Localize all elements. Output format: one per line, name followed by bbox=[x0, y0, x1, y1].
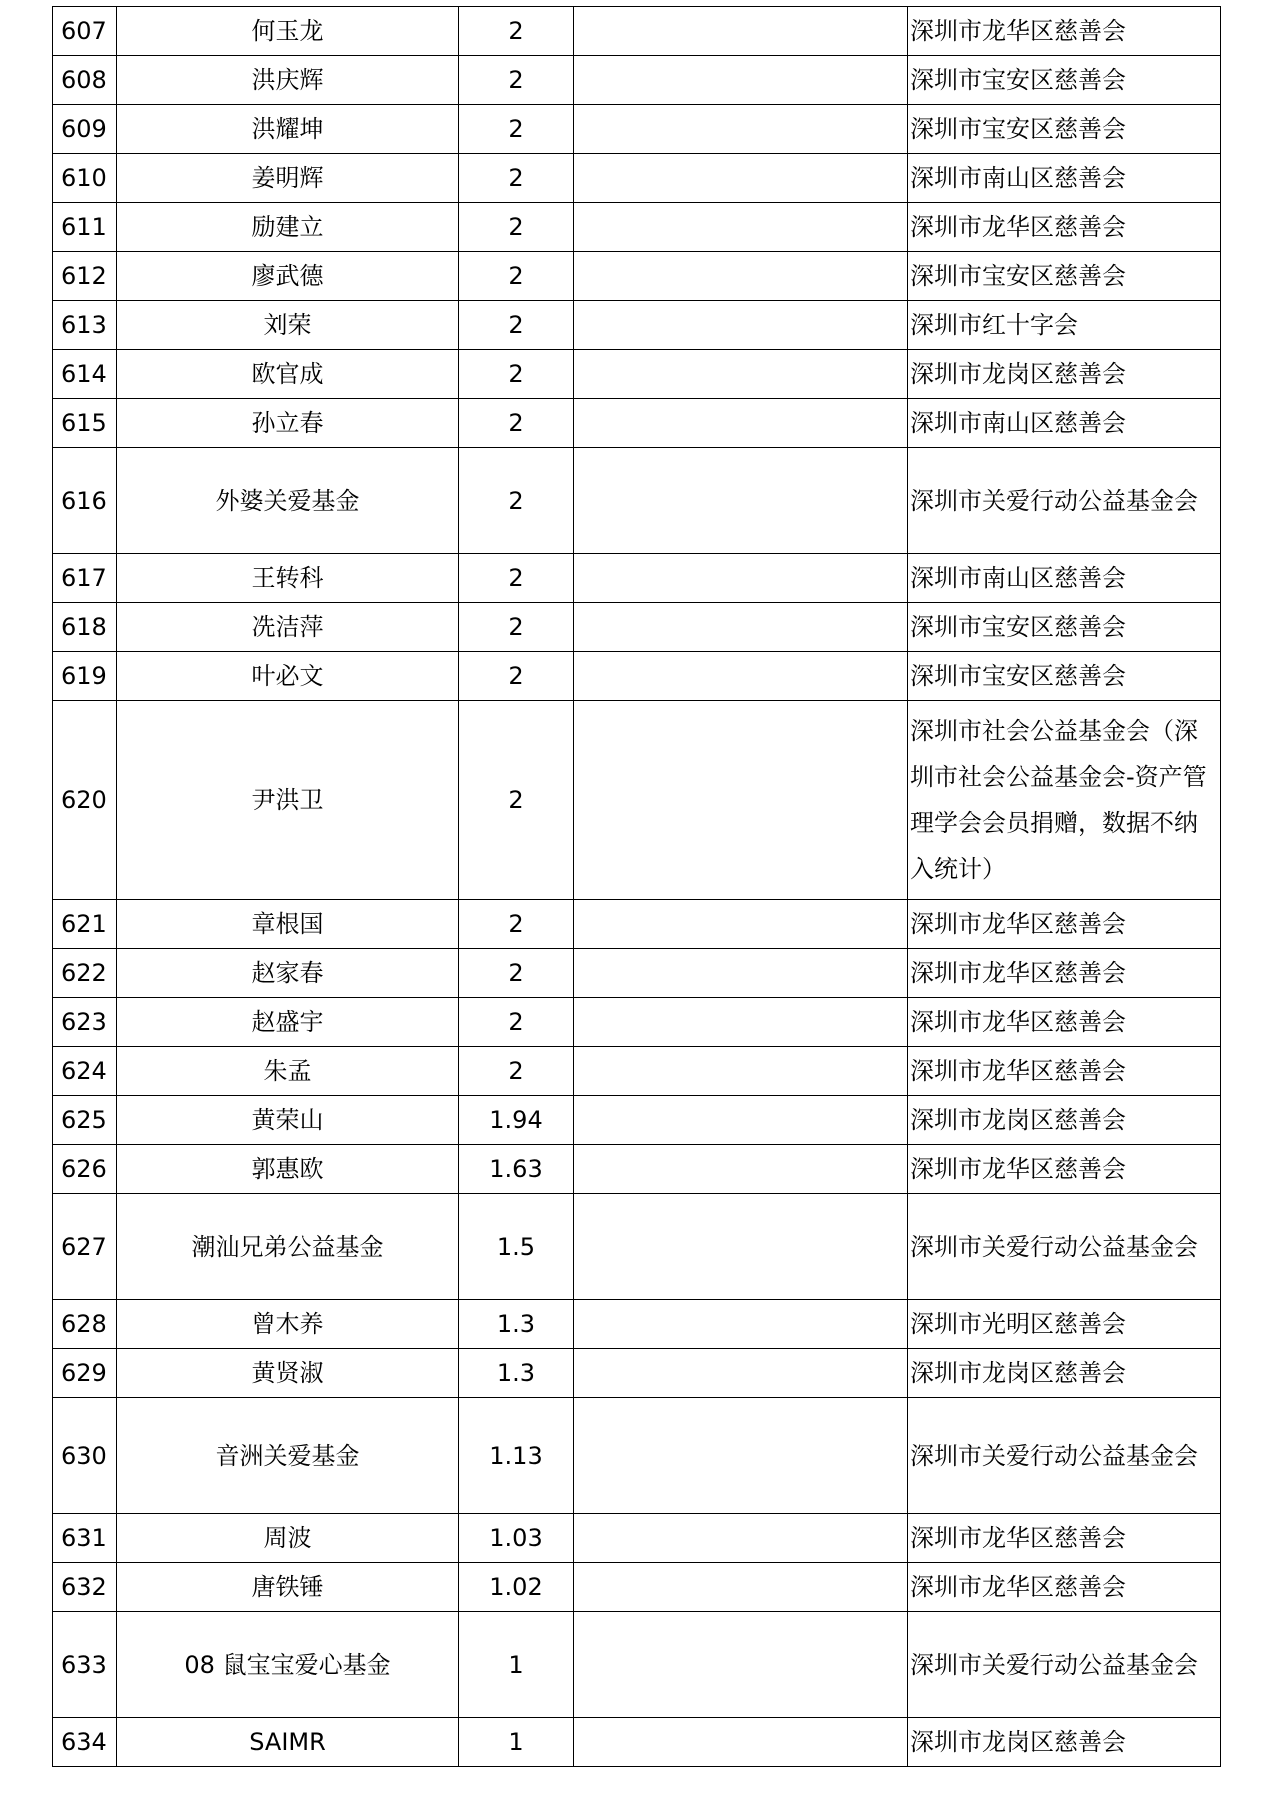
table-row bbox=[53, 998, 1221, 1047]
table-row bbox=[53, 252, 1221, 301]
cell-amount: 2 bbox=[459, 105, 574, 154]
cell-amount: 1.94 bbox=[459, 1096, 574, 1145]
cell-note bbox=[574, 399, 908, 448]
donation-table-body bbox=[53, 7, 1221, 1767]
cell-amount: 1.3 bbox=[459, 1300, 574, 1349]
cell-no: 619 bbox=[53, 652, 117, 701]
cell-amount: 2 bbox=[459, 603, 574, 652]
cell-amount: 1.03 bbox=[459, 1514, 574, 1563]
table-row bbox=[53, 1514, 1221, 1563]
cell-name: 黄贤淑 bbox=[117, 1349, 459, 1398]
cell-org: 深圳市龙岗区慈善会 bbox=[908, 350, 1221, 399]
cell-amount: 1 bbox=[459, 1612, 574, 1718]
table-row bbox=[53, 900, 1221, 949]
cell-amount: 1 bbox=[459, 1718, 574, 1767]
cell-org: 深圳市光明区慈善会 bbox=[908, 1300, 1221, 1349]
cell-name: 黄荣山 bbox=[117, 1096, 459, 1145]
cell-amount: 2 bbox=[459, 900, 574, 949]
cell-name: 赵盛宇 bbox=[117, 998, 459, 1047]
cell-note bbox=[574, 701, 908, 900]
cell-name: 曾木养 bbox=[117, 1300, 459, 1349]
cell-name: 赵家春 bbox=[117, 949, 459, 998]
cell-note bbox=[574, 949, 908, 998]
cell-name: 郭惠欧 bbox=[117, 1145, 459, 1194]
cell-org: 深圳市龙岗区慈善会 bbox=[908, 1718, 1221, 1767]
cell-org: 深圳市社会公益基金会（深圳市社会公益基金会-资产管理学会会员捐赠，数据不纳入统计） bbox=[908, 701, 1221, 900]
cell-no: 617 bbox=[53, 554, 117, 603]
cell-name: 姜明辉 bbox=[117, 154, 459, 203]
cell-no: 615 bbox=[53, 399, 117, 448]
cell-org: 深圳市宝安区慈善会 bbox=[908, 56, 1221, 105]
table-row bbox=[53, 1300, 1221, 1349]
cell-org: 深圳市宝安区慈善会 bbox=[908, 252, 1221, 301]
cell-note bbox=[574, 56, 908, 105]
cell-note bbox=[574, 1096, 908, 1145]
cell-note bbox=[574, 652, 908, 701]
table-row bbox=[53, 1612, 1221, 1718]
cell-name: 08 鼠宝宝爱心基金 bbox=[117, 1612, 459, 1718]
cell-name: 欧官成 bbox=[117, 350, 459, 399]
table-row bbox=[53, 1047, 1221, 1096]
cell-name: 尹洪卫 bbox=[117, 701, 459, 900]
cell-note bbox=[574, 1349, 908, 1398]
cell-no: 626 bbox=[53, 1145, 117, 1194]
cell-name: 洪耀坤 bbox=[117, 105, 459, 154]
cell-name: 唐铁锤 bbox=[117, 1563, 459, 1612]
cell-no: 620 bbox=[53, 701, 117, 900]
cell-note bbox=[574, 1145, 908, 1194]
cell-no: 607 bbox=[53, 7, 117, 56]
cell-no: 611 bbox=[53, 203, 117, 252]
cell-no: 627 bbox=[53, 1194, 117, 1300]
cell-amount: 2 bbox=[459, 448, 574, 554]
cell-amount: 1.5 bbox=[459, 1194, 574, 1300]
table-row bbox=[53, 1349, 1221, 1398]
cell-amount: 1.63 bbox=[459, 1145, 574, 1194]
cell-amount: 2 bbox=[459, 301, 574, 350]
cell-org: 深圳市龙华区慈善会 bbox=[908, 7, 1221, 56]
cell-no: 625 bbox=[53, 1096, 117, 1145]
cell-no: 610 bbox=[53, 154, 117, 203]
cell-no: 632 bbox=[53, 1563, 117, 1612]
cell-note bbox=[574, 7, 908, 56]
cell-org: 深圳市南山区慈善会 bbox=[908, 554, 1221, 603]
cell-org: 深圳市关爱行动公益基金会 bbox=[908, 1398, 1221, 1514]
cell-org: 深圳市宝安区慈善会 bbox=[908, 652, 1221, 701]
cell-name: 潮汕兄弟公益基金 bbox=[117, 1194, 459, 1300]
cell-org: 深圳市龙华区慈善会 bbox=[908, 900, 1221, 949]
cell-name: 孙立春 bbox=[117, 399, 459, 448]
cell-amount: 2 bbox=[459, 998, 574, 1047]
cell-no: 631 bbox=[53, 1514, 117, 1563]
table-row bbox=[53, 154, 1221, 203]
cell-note bbox=[574, 203, 908, 252]
cell-note bbox=[574, 1047, 908, 1096]
table-row bbox=[53, 105, 1221, 154]
table-row bbox=[53, 652, 1221, 701]
cell-org: 深圳市南山区慈善会 bbox=[908, 399, 1221, 448]
cell-org: 深圳市龙岗区慈善会 bbox=[908, 1349, 1221, 1398]
cell-note bbox=[574, 350, 908, 399]
cell-amount: 2 bbox=[459, 56, 574, 105]
cell-note bbox=[574, 1514, 908, 1563]
cell-amount: 1.13 bbox=[459, 1398, 574, 1514]
cell-amount: 2 bbox=[459, 949, 574, 998]
table-row bbox=[53, 1398, 1221, 1514]
table-row bbox=[53, 350, 1221, 399]
cell-note bbox=[574, 900, 908, 949]
cell-amount: 2 bbox=[459, 399, 574, 448]
cell-note bbox=[574, 448, 908, 554]
cell-note bbox=[574, 998, 908, 1047]
cell-note bbox=[574, 1563, 908, 1612]
cell-org: 深圳市龙华区慈善会 bbox=[908, 1145, 1221, 1194]
cell-amount: 2 bbox=[459, 252, 574, 301]
cell-name: 励建立 bbox=[117, 203, 459, 252]
cell-note bbox=[574, 105, 908, 154]
cell-no: 609 bbox=[53, 105, 117, 154]
cell-note bbox=[574, 1194, 908, 1300]
cell-no: 621 bbox=[53, 900, 117, 949]
cell-note bbox=[574, 154, 908, 203]
cell-org: 深圳市龙华区慈善会 bbox=[908, 949, 1221, 998]
cell-org: 深圳市宝安区慈善会 bbox=[908, 603, 1221, 652]
cell-name: 洪庆辉 bbox=[117, 56, 459, 105]
cell-no: 613 bbox=[53, 301, 117, 350]
cell-amount: 2 bbox=[459, 554, 574, 603]
cell-name: 王转科 bbox=[117, 554, 459, 603]
cell-amount: 2 bbox=[459, 701, 574, 900]
cell-org: 深圳市龙华区慈善会 bbox=[908, 1047, 1221, 1096]
cell-name: 外婆关爱基金 bbox=[117, 448, 459, 554]
cell-no: 608 bbox=[53, 56, 117, 105]
cell-org: 深圳市龙华区慈善会 bbox=[908, 203, 1221, 252]
cell-amount: 2 bbox=[459, 7, 574, 56]
table-row bbox=[53, 448, 1221, 554]
cell-org: 深圳市南山区慈善会 bbox=[908, 154, 1221, 203]
cell-org: 深圳市关爱行动公益基金会 bbox=[908, 448, 1221, 554]
cell-name: 刘荣 bbox=[117, 301, 459, 350]
cell-no: 634 bbox=[53, 1718, 117, 1767]
cell-amount: 1.3 bbox=[459, 1349, 574, 1398]
cell-note bbox=[574, 1718, 908, 1767]
cell-name: 何玉龙 bbox=[117, 7, 459, 56]
cell-org: 深圳市龙岗区慈善会 bbox=[908, 1096, 1221, 1145]
table-row bbox=[53, 1194, 1221, 1300]
table-row bbox=[53, 554, 1221, 603]
cell-no: 612 bbox=[53, 252, 117, 301]
cell-org: 深圳市龙华区慈善会 bbox=[908, 1563, 1221, 1612]
cell-amount: 2 bbox=[459, 350, 574, 399]
cell-no: 622 bbox=[53, 949, 117, 998]
table-row bbox=[53, 1145, 1221, 1194]
table-row bbox=[53, 1096, 1221, 1145]
table-row bbox=[53, 949, 1221, 998]
cell-name: 叶必文 bbox=[117, 652, 459, 701]
cell-name: SAIMR bbox=[117, 1718, 459, 1767]
cell-no: 630 bbox=[53, 1398, 117, 1514]
cell-note bbox=[574, 603, 908, 652]
cell-note bbox=[574, 1612, 908, 1718]
cell-org: 深圳市龙华区慈善会 bbox=[908, 998, 1221, 1047]
cell-name: 章根国 bbox=[117, 900, 459, 949]
cell-note bbox=[574, 1300, 908, 1349]
table-row bbox=[53, 301, 1221, 350]
table-row bbox=[53, 56, 1221, 105]
cell-note bbox=[574, 554, 908, 603]
cell-amount: 2 bbox=[459, 203, 574, 252]
cell-note bbox=[574, 1398, 908, 1514]
cell-amount: 2 bbox=[459, 652, 574, 701]
cell-org: 深圳市关爱行动公益基金会 bbox=[908, 1612, 1221, 1718]
cell-amount: 1.02 bbox=[459, 1563, 574, 1612]
cell-note bbox=[574, 252, 908, 301]
table-row bbox=[53, 399, 1221, 448]
table-row bbox=[53, 603, 1221, 652]
cell-org: 深圳市宝安区慈善会 bbox=[908, 105, 1221, 154]
table-row bbox=[53, 1563, 1221, 1612]
donation-table bbox=[52, 6, 1221, 1767]
cell-name: 冼洁萍 bbox=[117, 603, 459, 652]
cell-no: 614 bbox=[53, 350, 117, 399]
cell-org: 深圳市关爱行动公益基金会 bbox=[908, 1194, 1221, 1300]
cell-amount: 2 bbox=[459, 154, 574, 203]
cell-name: 朱孟 bbox=[117, 1047, 459, 1096]
cell-no: 628 bbox=[53, 1300, 117, 1349]
table-row bbox=[53, 1718, 1221, 1767]
cell-org: 深圳市龙华区慈善会 bbox=[908, 1514, 1221, 1563]
cell-no: 618 bbox=[53, 603, 117, 652]
cell-amount: 2 bbox=[459, 1047, 574, 1096]
cell-no: 616 bbox=[53, 448, 117, 554]
table-row bbox=[53, 701, 1221, 900]
cell-no: 629 bbox=[53, 1349, 117, 1398]
cell-name: 廖武德 bbox=[117, 252, 459, 301]
cell-name: 周波 bbox=[117, 1514, 459, 1563]
cell-note bbox=[574, 301, 908, 350]
cell-name: 音洲关爱基金 bbox=[117, 1398, 459, 1514]
table-row bbox=[53, 203, 1221, 252]
cell-no: 623 bbox=[53, 998, 117, 1047]
cell-no: 633 bbox=[53, 1612, 117, 1718]
cell-no: 624 bbox=[53, 1047, 117, 1096]
cell-org: 深圳市红十字会 bbox=[908, 301, 1221, 350]
table-row bbox=[53, 7, 1221, 56]
